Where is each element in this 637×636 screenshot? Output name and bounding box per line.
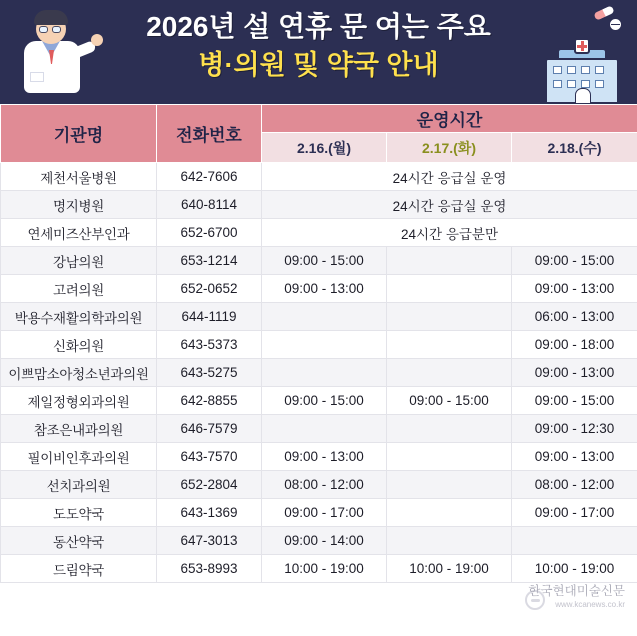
table-row [1,331,637,359]
cell-tel: 643-5275 [157,359,262,387]
round-pill-icon [609,18,622,31]
table-row [1,471,637,499]
table-row [1,443,637,471]
cell-tel: 652-0652 [157,275,262,303]
cell-hours-d1 [262,331,387,359]
cell-hours-span: 24시간 응급실 운영 [262,163,637,191]
cell-tel: 643-1369 [157,499,262,527]
cell-tel: 646-7579 [157,415,262,443]
watermark-url: www.kcanews.co.kr [555,600,625,609]
cell-name: 선치과의원 [1,471,157,499]
cell-tel: 652-2804 [157,471,262,499]
column-header-name: 기관명 [1,105,157,163]
cell-name: 고려의원 [1,275,157,303]
table-row [1,555,637,583]
hospital-door [575,88,591,104]
watermark-logo [525,590,545,610]
cell-tel: 653-8993 [157,555,262,583]
cell-hours-d3: 09:00 - 15:00 [512,387,637,415]
cell-hours-span: 24시간 응급실 운영 [262,191,637,219]
cell-name: 연세미즈산부인과 [1,219,157,247]
cell-hours-d2 [387,331,512,359]
table-row [1,247,637,275]
column-header-hours: 운영시간 [262,105,637,133]
cell-hours-d2 [387,303,512,331]
cell-name: 도도약국 [1,499,157,527]
cell-hours-d1: 10:00 - 19:00 [262,555,387,583]
table-row [1,191,637,219]
cell-hours-d3 [512,527,637,555]
table-row [1,163,637,191]
column-header-date-1: 2.16.(월) [262,133,387,163]
poster-header [0,0,637,104]
cell-hours-d1 [262,415,387,443]
cell-hours-d1: 09:00 - 14:00 [262,527,387,555]
cell-name: 강남의원 [1,247,157,275]
cell-name: 이쁘맘소아청소년과의원 [1,359,157,387]
cell-name: 제일정형외과의원 [1,387,157,415]
column-header-date-3: 2.18.(수) [512,133,637,163]
cell-hours-d2 [387,359,512,387]
cell-hours-d2 [387,527,512,555]
cell-tel: 647-3013 [157,527,262,555]
pills-icon [591,6,627,32]
cell-hours-d1: 09:00 - 15:00 [262,247,387,275]
table-row [1,387,637,415]
hospital-building-icon [535,42,629,104]
cell-hours-d3: 09:00 - 13:00 [512,359,637,387]
cell-hours-d3: 08:00 - 12:00 [512,471,637,499]
hospital-window [567,80,576,88]
cell-tel: 643-5373 [157,331,262,359]
hospital-window [567,66,576,74]
cell-tel: 652-6700 [157,219,262,247]
table-row [1,415,637,443]
cell-hours-d1 [262,359,387,387]
column-header-tel: 전화번호 [157,105,262,163]
cell-hours-d2 [387,499,512,527]
cell-hours-d3: 09:00 - 15:00 [512,247,637,275]
cell-tel: 640-8114 [157,191,262,219]
hospital-window [595,80,604,88]
table-row [1,527,637,555]
cell-hours-d2: 10:00 - 19:00 [387,555,512,583]
cell-name: 신화의원 [1,331,157,359]
cell-name: 참조은내과의원 [1,415,157,443]
cell-name: 명지병원 [1,191,157,219]
cell-hours-d2 [387,471,512,499]
cell-hours-span: 24시간 응급분만 [262,219,637,247]
cell-hours-d3: 09:00 - 12:30 [512,415,637,443]
cell-name: 동산약국 [1,527,157,555]
hospital-window [581,66,590,74]
column-header-date-2: 2.17.(화) [387,133,512,163]
cell-tel: 643-7570 [157,443,262,471]
cross-horizontal [577,45,587,48]
table-body [1,163,637,583]
hospital-window [595,66,604,74]
hospital-window [581,80,590,88]
table-row [1,359,637,387]
cell-hours-d3: 06:00 - 13:00 [512,303,637,331]
cell-hours-d3: 10:00 - 19:00 [512,555,637,583]
cell-tel: 642-8855 [157,387,262,415]
cell-hours-d2 [387,443,512,471]
cell-tel: 644-1119 [157,303,262,331]
cell-hours-d3: 09:00 - 13:00 [512,443,637,471]
cell-hours-d2 [387,275,512,303]
cell-hours-d2 [387,415,512,443]
cell-hours-d1: 09:00 - 17:00 [262,499,387,527]
clinic-hours-table [0,104,637,583]
table-row [1,499,637,527]
hospital-window [553,66,562,74]
table-row [1,275,637,303]
cell-hours-d2: 09:00 - 15:00 [387,387,512,415]
table-row [1,219,637,247]
cell-name: 제천서울병원 [1,163,157,191]
table-header [1,105,637,163]
cell-hours-d2 [387,247,512,275]
cell-name: 필이비인후과의원 [1,443,157,471]
cell-name: 드림약국 [1,555,157,583]
cell-hours-d1: 09:00 - 13:00 [262,443,387,471]
table-row [1,303,637,331]
cell-hours-d1: 08:00 - 12:00 [262,471,387,499]
cell-tel: 653-1214 [157,247,262,275]
cell-hours-d1: 09:00 - 13:00 [262,275,387,303]
cell-name: 박용수재활의학과의원 [1,303,157,331]
hospital-window [553,80,562,88]
title-line-1: 2026년 설 연휴 문 여는 주요 [146,11,491,42]
title-line-2: 병·의원 및 약국 안내 [198,50,439,80]
cell-hours-d3: 09:00 - 17:00 [512,499,637,527]
watermark-name: 한국현대미술신문 [528,584,625,598]
cell-hours-d1 [262,303,387,331]
cell-hours-d3: 09:00 - 13:00 [512,275,637,303]
cell-tel: 642-7606 [157,163,262,191]
cell-hours-d3: 09:00 - 18:00 [512,331,637,359]
cell-hours-d1: 09:00 - 15:00 [262,387,387,415]
